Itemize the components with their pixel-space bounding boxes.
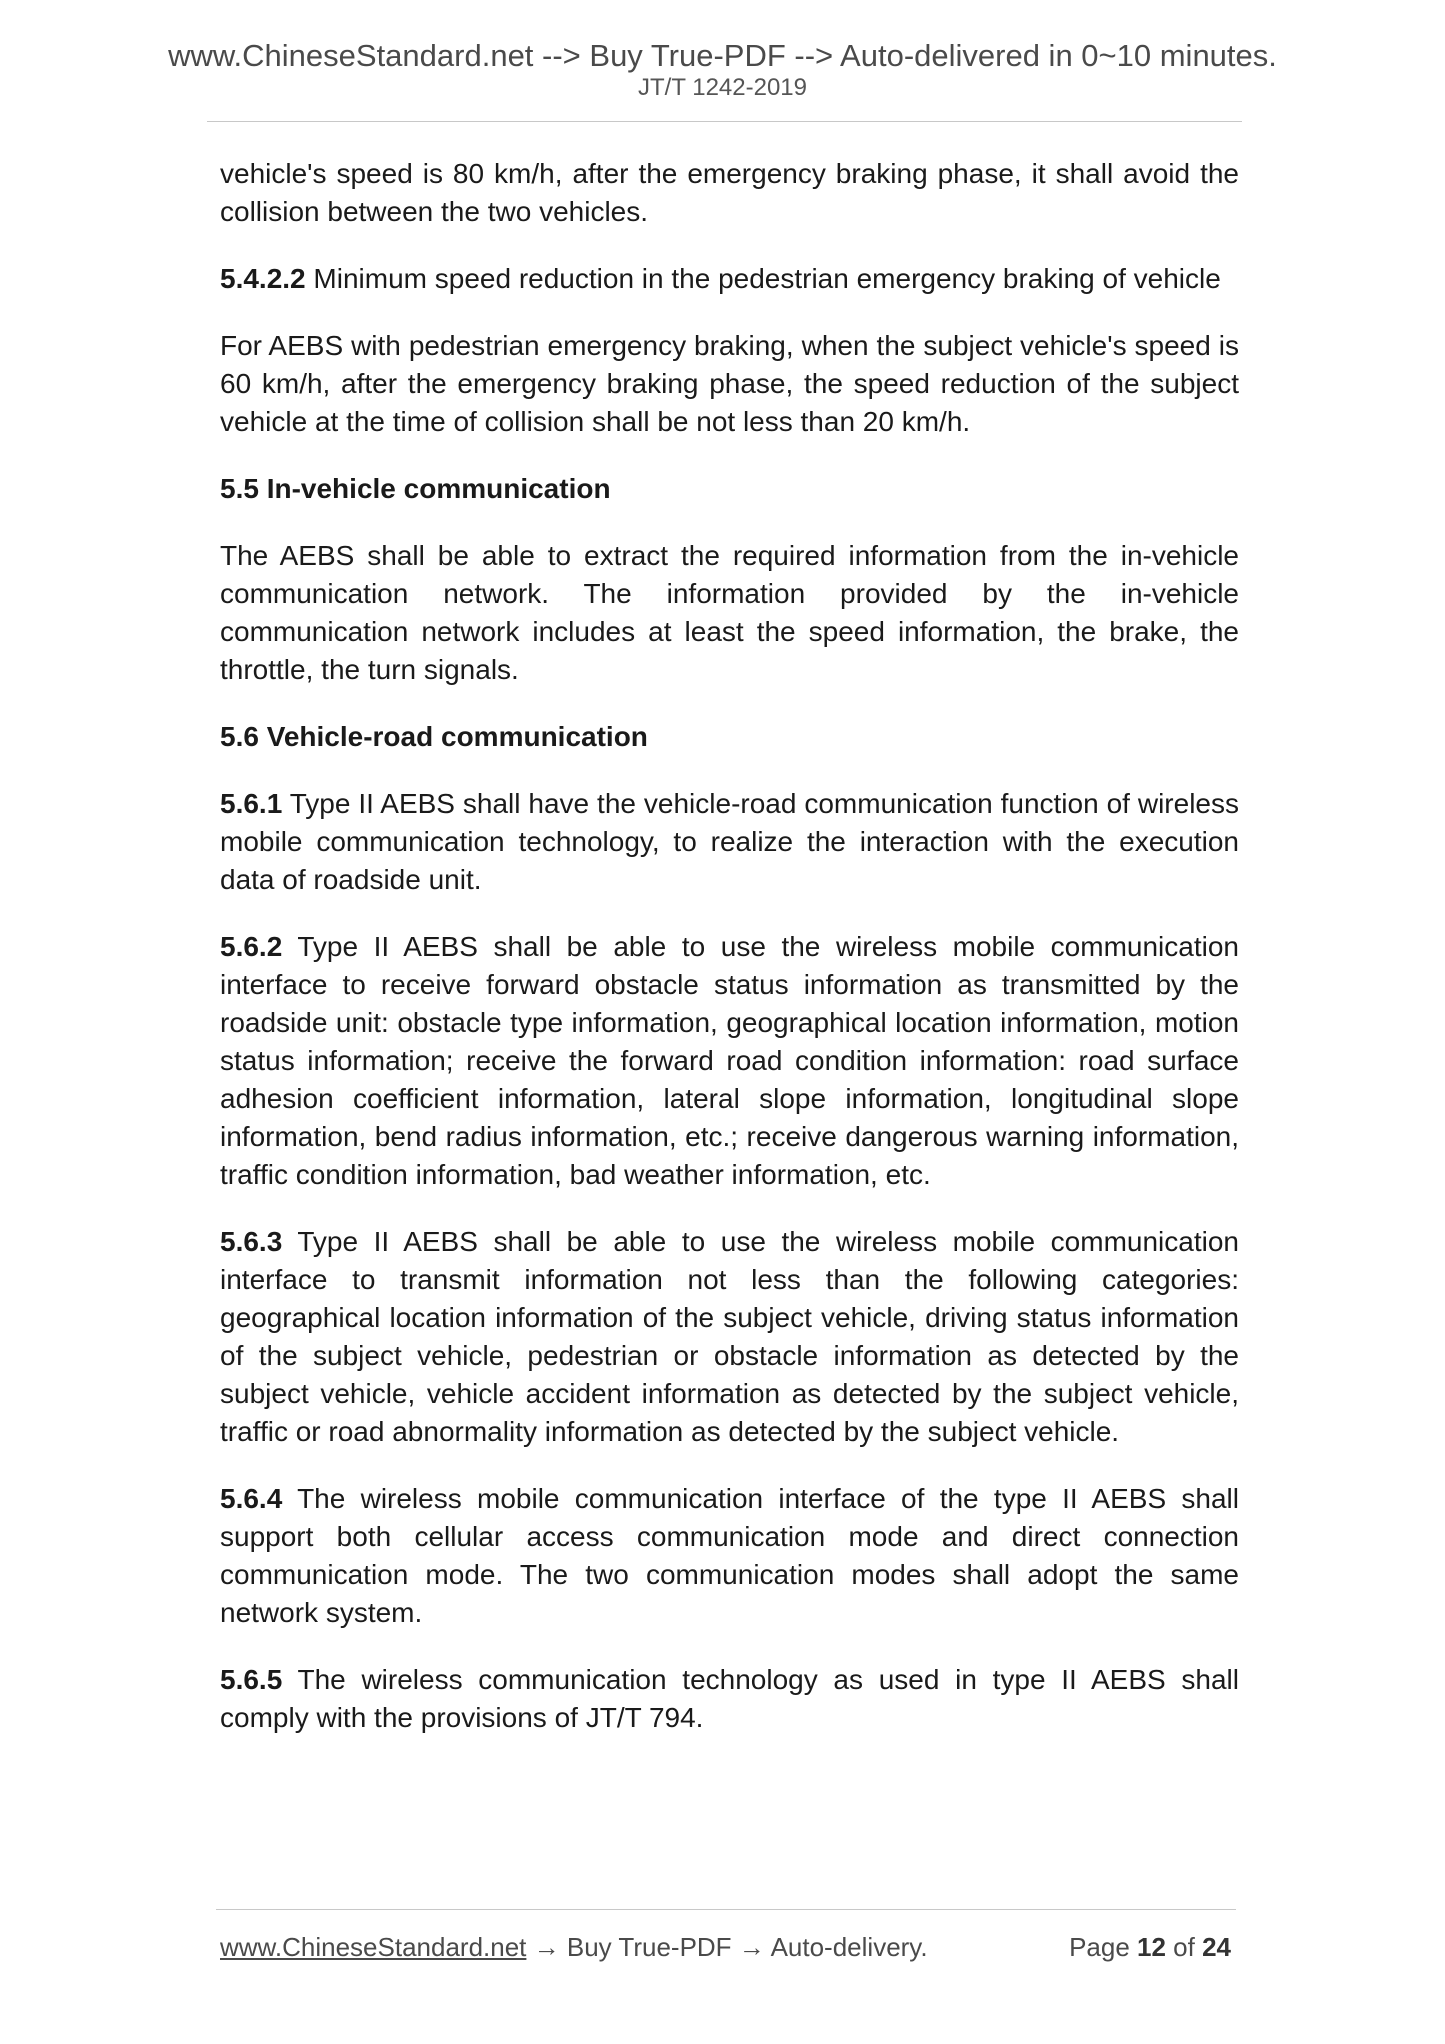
clause-number: 5.6.1 <box>220 788 283 819</box>
page-indicator <box>1069 1932 1231 1963</box>
paragraph-in-vehicle-communication: The AEBS shall be able to extract the required information from the in-vehicle communication network. The information provided by the in-vehicle communication network includes at least the speed information, the brake, the throttle, the turn signals. <box>220 540 1239 685</box>
clause-number: 5.6.3 <box>220 1226 283 1257</box>
section-heading-5-6: 5.6 Vehicle-road communication <box>220 721 648 752</box>
clause-number: 5.6.4 <box>220 1483 283 1514</box>
clause-number: 5.6.2 <box>220 931 283 962</box>
clause-5-6-3 <box>220 1223 1239 1451</box>
paragraph-continuation: vehicle's speed is 80 km/h, after the emergency braking phase, it shall avoid the collision between the two vehicles. <box>220 158 1239 227</box>
clause-text: Type II AEBS shall be able to use the wireless mobile communication interface to transmit information not less than the following categories: geographical location information of the subject vehicle, driving status information of the subject vehicle, pedestrian or obstacle information as detected by the subject vehicle, vehicle accident information as detected by the subject vehicle, traffic or road abnormality information as detected by the subject vehicle. <box>220 1226 1239 1447</box>
clause-5-4-2-2 <box>220 260 1239 298</box>
clause-5-6-5 <box>220 1661 1239 1737</box>
of-label: of <box>1165 1932 1203 1962</box>
clause-5-6-1 <box>220 785 1239 899</box>
clause-text: The wireless communication technology as used in type II AEBS shall comply with the provisions of JT/T 794. <box>220 1664 1239 1733</box>
page-label: Page <box>1069 1932 1138 1962</box>
section-heading-5-5: 5.5 In-vehicle communication <box>220 473 611 504</box>
clause-number: 5.4.2.2 <box>220 263 306 294</box>
document-body <box>220 155 1239 1766</box>
clause-title: Minimum speed reduction in the pedestrian emergency braking of vehicle <box>305 263 1221 294</box>
clause-text: Type II AEBS shall have the vehicle-road communication function of wireless mobile communication technology, to realize the interaction with the execution data of roadside unit. <box>220 788 1239 895</box>
header-banner: www.ChineseStandard.net --> Buy True-PDF --> Auto-delivered in 0~10 minutes. <box>168 38 1277 73</box>
footer-tail: → Buy True-PDF → Auto-delivery. <box>526 1932 928 1962</box>
clause-5-6-4 <box>220 1480 1239 1632</box>
clause-number: 5.6.5 <box>220 1664 283 1695</box>
footer-divider <box>216 1909 1236 1910</box>
clause-5-6-2 <box>220 928 1239 1194</box>
page-current: 12 <box>1137 1932 1166 1962</box>
standard-code: JT/T 1242-2019 <box>638 74 807 101</box>
footer-source <box>220 1932 928 1963</box>
footer-link[interactable]: www.ChineseStandard.net <box>220 1932 527 1962</box>
page-total: 24 <box>1202 1932 1231 1962</box>
clause-text: Type II AEBS shall be able to use the wireless mobile communication interface to receive forward obstacle status information as transmitted by the roadside unit: obstacle type information, geographical location information, motion status information; receive the forward road condition information: road surface adhesion coefficient information, lateral slope information, longitudinal slope information, bend radius information, etc.; receive dangerous warning information, traffic condition information, bad weather information, etc. <box>220 931 1239 1190</box>
header-divider <box>207 121 1242 122</box>
paragraph-pedestrian-braking: For AEBS with pedestrian emergency braking, when the subject vehicle's speed is 60 km/h, after the emergency braking phase, the speed reduction of the subject vehicle at the time of collision shall be not less than 20 km/h. <box>220 330 1239 437</box>
clause-text: The wireless mobile communication interface of the type II AEBS shall support both cellular access communication mode and direct connection communication mode. The two communication modes shall adopt the same network system. <box>220 1483 1239 1628</box>
